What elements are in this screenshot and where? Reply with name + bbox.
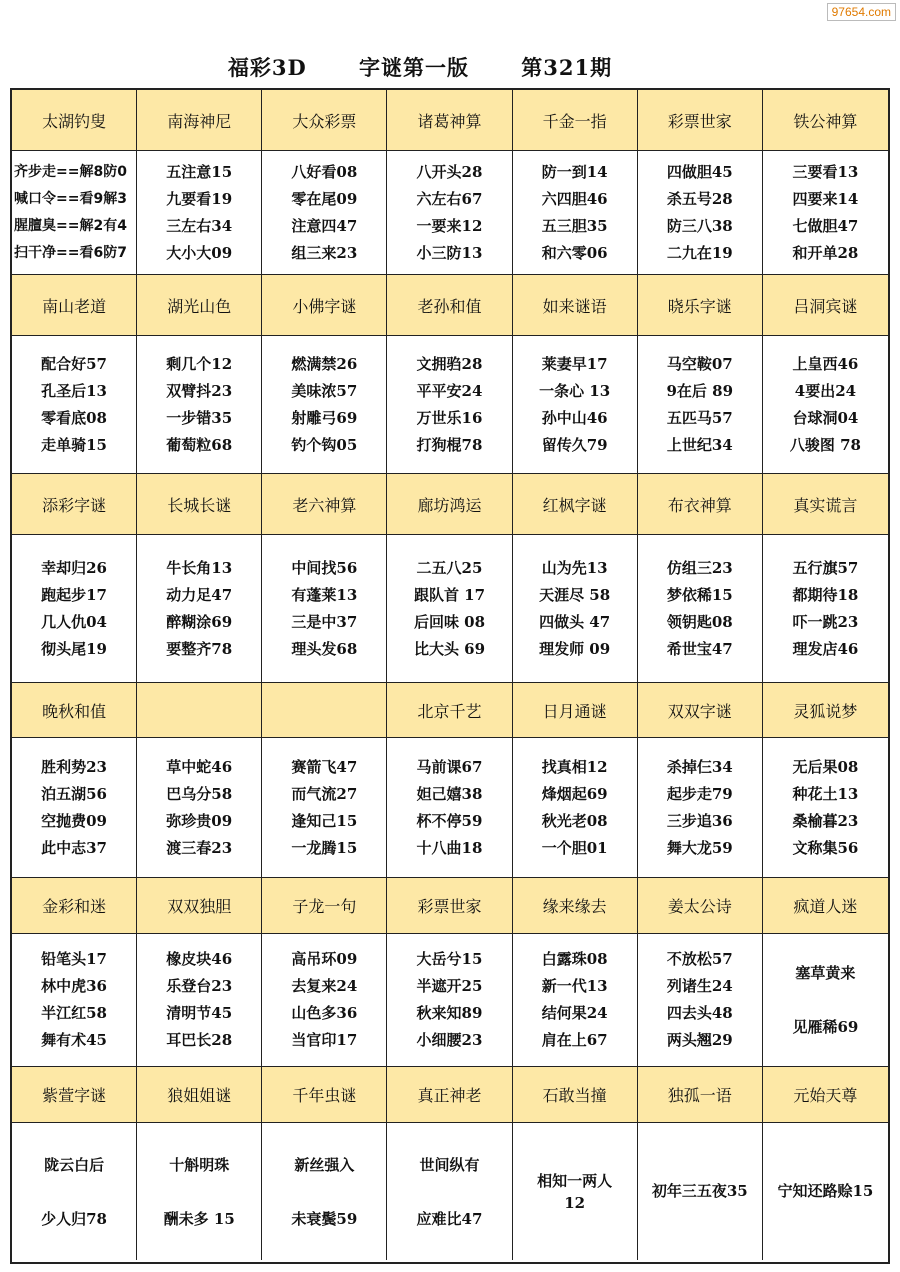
riddle-line: 齐步走==解8防0 [14, 163, 127, 180]
riddle-line: 七做胆47 [792, 216, 859, 235]
column-header: 小佛字谜 [262, 275, 387, 336]
riddle-cell [638, 151, 763, 275]
riddle-line: 无后果08 [792, 757, 859, 776]
riddle-line: 起步走79 [666, 784, 733, 803]
riddle-cell [387, 934, 512, 1067]
riddle-cell [387, 535, 512, 683]
column-header: 双双独胆 [137, 878, 262, 934]
riddle-cell [387, 336, 512, 474]
riddle-line: 相知一两人 [537, 1171, 613, 1190]
column-header: 真正神老 [387, 1067, 512, 1123]
riddle-line: 见雁稀69 [792, 1018, 859, 1036]
riddle-line: 12 [564, 1193, 586, 1212]
riddle-line: 一个胆01 [541, 838, 608, 857]
riddle-line: 打狗棍78 [416, 435, 483, 454]
riddle-line: 三左右34 [166, 216, 233, 235]
riddle-line: 四做头 47 [539, 612, 611, 631]
riddle-line: 中间找56 [291, 558, 358, 577]
column-header: 红枫字谜 [513, 474, 638, 535]
riddle-line: 台球洞04 [792, 408, 859, 427]
riddle-cell [763, 934, 888, 1067]
column-header: 双双字谜 [638, 683, 763, 738]
riddle-line: 喊口令==看9解3 [14, 190, 127, 207]
riddle-line: 一条心 13 [539, 381, 611, 400]
riddle-line: 防三八38 [666, 216, 733, 235]
riddle-cell [12, 336, 137, 474]
riddle-line: 当官印17 [291, 1031, 358, 1049]
riddle-line: 吓一跳23 [792, 612, 859, 631]
riddle-line: 新一代13 [541, 977, 608, 995]
column-header: 狼姐姐谜 [137, 1067, 262, 1123]
riddle-line: 铅笔头17 [41, 950, 107, 968]
riddle-line: 有蓬莱13 [291, 585, 358, 604]
riddle-line: 一要来12 [416, 216, 483, 235]
column-header: 元始天尊 [763, 1067, 888, 1123]
riddle-line: 六左右67 [416, 189, 483, 208]
riddle-cell [12, 934, 137, 1067]
riddle-line: 种花土13 [792, 784, 859, 803]
riddle-line: 腥膻臭==解2有4 [14, 217, 127, 234]
riddle-line: 希世宝47 [666, 639, 733, 658]
riddle-cell [513, 535, 638, 683]
column-header: 布衣神算 [638, 474, 763, 535]
riddle-line: 几人仇04 [41, 612, 107, 631]
riddle-line: 杯不停59 [416, 811, 483, 830]
riddle-line: 仿组三23 [666, 558, 733, 577]
riddle-line: 4要出24 [794, 381, 857, 400]
column-header: 长城长谜 [137, 474, 262, 535]
riddle-line: 两头翘29 [666, 1031, 733, 1049]
riddle-line: 少人归78 [41, 1209, 107, 1228]
riddle-cell [638, 738, 763, 878]
riddle-line: 林中虎36 [41, 977, 107, 995]
riddle-line: 和六零06 [541, 243, 608, 262]
column-header: 姜太公诗 [638, 878, 763, 934]
column-header: 晓乐字谜 [638, 275, 763, 336]
riddle-line: 射雕弓69 [291, 408, 358, 427]
riddle-cell [763, 1123, 888, 1260]
riddle-line: 和开单28 [792, 243, 859, 262]
riddle-line: 理发店46 [792, 639, 859, 658]
riddle-line: 小三防13 [416, 243, 483, 262]
riddle-line: 大小大09 [166, 243, 233, 262]
column-header: 北京千艺 [387, 683, 512, 738]
riddle-cell [137, 738, 262, 878]
riddle-line: 初年三五夜35 [651, 1182, 748, 1200]
riddle-line: 杀五号28 [666, 189, 733, 208]
column-header: 缘来缘去 [513, 878, 638, 934]
riddle-line: 莱妻早17 [541, 354, 608, 373]
riddle-line: 清明节45 [166, 1004, 233, 1022]
riddle-line: 八骏图 78 [789, 435, 861, 454]
riddle-line: 橡皮块46 [166, 950, 233, 968]
riddle-line: 要整齐78 [166, 639, 233, 658]
riddle-cell [513, 336, 638, 474]
riddle-line: 三要看13 [792, 162, 859, 181]
riddle-line: 渡三春23 [166, 838, 233, 857]
site-watermark: 97654.com [827, 3, 896, 21]
riddle-line: 应难比47 [416, 1209, 483, 1228]
riddle-line: 葡萄粒68 [166, 435, 233, 454]
column-header: 千金一指 [513, 90, 638, 151]
riddle-line: 二五八25 [416, 558, 483, 577]
riddle-line: 巴乌分58 [166, 784, 233, 803]
riddle-cell [137, 934, 262, 1067]
column-header: 独孤一语 [638, 1067, 763, 1123]
riddle-cell [387, 151, 512, 275]
riddle-line: 美味浓57 [291, 381, 358, 400]
column-header: 添彩字谜 [12, 474, 137, 535]
riddle-cell [638, 336, 763, 474]
riddle-line: 理头发68 [291, 639, 358, 658]
column-header: 千年虫谜 [262, 1067, 387, 1123]
riddle-line: 空抛费09 [41, 811, 107, 830]
riddle-line: 小细腰23 [416, 1031, 483, 1049]
riddle-cell [387, 1123, 512, 1260]
column-header: 大众彩票 [262, 90, 387, 151]
riddle-line: 一步错35 [166, 408, 233, 427]
riddle-line: 半江红58 [41, 1004, 107, 1022]
riddle-line: 十斛明珠 [169, 1155, 230, 1174]
riddle-line: 三是中37 [291, 612, 358, 631]
riddle-line: 四要来14 [792, 189, 859, 208]
riddle-line: 陇云白后 [44, 1155, 105, 1174]
riddle-line: 高吊环09 [291, 950, 358, 968]
riddle-table [10, 88, 890, 1264]
riddle-cell [387, 738, 512, 878]
riddle-cell [262, 738, 387, 878]
riddle-cell [12, 738, 137, 878]
riddle-cell [262, 535, 387, 683]
riddle-line: 六四胆46 [541, 189, 608, 208]
riddle-line: 舞有术45 [41, 1031, 107, 1049]
riddle-line: 找真相12 [541, 757, 608, 776]
column-header: 湖光山色 [137, 275, 262, 336]
riddle-line: 九要看19 [166, 189, 233, 208]
riddle-line: 扫干净==看6防7 [14, 244, 127, 261]
riddle-line: 文拥驺28 [416, 354, 483, 373]
riddle-line: 零在尾09 [291, 189, 358, 208]
column-header [137, 683, 262, 738]
column-header: 南山老道 [12, 275, 137, 336]
riddle-line: 五三胆35 [541, 216, 608, 235]
riddle-line: 二九在19 [666, 243, 733, 262]
riddle-line: 五行旗57 [792, 558, 859, 577]
riddle-cell [137, 535, 262, 683]
column-header: 晚秋和值 [12, 683, 137, 738]
riddle-line: 马空鞍07 [666, 354, 733, 373]
riddle-cell [137, 1123, 262, 1260]
riddle-line: 逢知己15 [291, 811, 358, 830]
riddle-line: 配合好57 [41, 354, 107, 373]
riddle-line: 钓个钩05 [291, 435, 358, 454]
riddle-line: 注意四47 [291, 216, 358, 235]
riddle-line: 十八曲18 [416, 838, 483, 857]
riddle-line: 都期待18 [792, 585, 859, 604]
riddle-line: 胜利势23 [41, 757, 107, 776]
riddle-line: 去复来24 [291, 977, 358, 995]
riddle-line: 塞草黄来 [795, 964, 856, 982]
page-title [0, 52, 840, 82]
column-header: 金彩和迷 [12, 878, 137, 934]
riddle-line: 大岳兮15 [416, 950, 483, 968]
riddle-line: 双臂抖23 [166, 381, 233, 400]
riddle-cell [12, 151, 137, 275]
riddle-line: 舞大龙59 [666, 838, 733, 857]
riddle-line: 四做胆45 [666, 162, 733, 181]
riddle-line: 燃满禁26 [291, 354, 358, 373]
riddle-line: 宁知还路赊15 [777, 1182, 874, 1200]
riddle-line: 防一到14 [541, 162, 608, 181]
riddle-cell [137, 336, 262, 474]
riddle-line: 比大头 69 [413, 639, 486, 658]
riddle-line: 赛箭飞47 [291, 757, 358, 776]
riddle-line: 上皇西46 [792, 354, 859, 373]
riddle-cell [137, 151, 262, 275]
column-header: 紫萱字谜 [12, 1067, 137, 1123]
riddle-line: 幸却归26 [41, 558, 107, 577]
riddle-line: 酬未多 15 [163, 1209, 235, 1228]
riddle-line: 后回味 08 [413, 612, 486, 631]
riddle-line: 天涯尽 58 [539, 585, 611, 604]
riddle-line: 跑起步17 [41, 585, 107, 604]
riddle-line: 跟队首 17 [413, 585, 486, 604]
riddle-line: 此中志37 [41, 838, 107, 857]
riddle-line: 上世纪34 [666, 435, 733, 454]
riddle-line: 五注意15 [166, 162, 233, 181]
riddle-cell [12, 1123, 137, 1260]
riddle-cell [262, 336, 387, 474]
riddle-cell [638, 535, 763, 683]
riddle-line: 理发师 09 [539, 639, 611, 658]
riddle-line: 列诸生24 [666, 977, 733, 995]
riddle-line: 秋光老08 [541, 811, 608, 830]
riddle-line: 八开头28 [416, 162, 483, 181]
column-header: 子龙一句 [262, 878, 387, 934]
riddle-cell [12, 535, 137, 683]
riddle-cell [763, 336, 888, 474]
riddle-line: 四去头48 [666, 1004, 733, 1022]
riddle-line: 弥珍贵09 [166, 811, 233, 830]
riddle-cell [513, 151, 638, 275]
riddle-line: 桑榆暮23 [792, 811, 859, 830]
riddle-line: 结何果24 [541, 1004, 608, 1022]
title-issue: 第321期 [521, 55, 613, 80]
riddle-line: 半遮开25 [416, 977, 483, 995]
riddle-cell [513, 934, 638, 1067]
riddle-line: 新丝强入 [294, 1155, 355, 1174]
riddle-line: 一龙腾15 [291, 838, 358, 857]
riddle-line: 五匹马57 [666, 408, 733, 427]
riddle-line: 杀掉仨34 [666, 757, 733, 776]
column-header: 日月通谜 [513, 683, 638, 738]
riddle-line: 山色多36 [291, 1004, 358, 1022]
riddle-line: 而气流27 [291, 784, 358, 803]
riddle-line: 不放松57 [666, 950, 733, 968]
column-header: 廊坊鸿运 [387, 474, 512, 535]
riddle-line: 妲己嬉38 [416, 784, 483, 803]
riddle-line: 孙中山46 [541, 408, 608, 427]
riddle-line: 乐登台23 [166, 977, 233, 995]
riddle-line: 剩几个12 [166, 354, 233, 373]
column-header: 南海神尼 [137, 90, 262, 151]
riddle-line: 梦依稀15 [666, 585, 733, 604]
riddle-line: 白露珠08 [541, 950, 608, 968]
column-header: 铁公神算 [763, 90, 888, 151]
riddle-line: 平平安24 [416, 381, 483, 400]
riddle-line: 9在后 89 [666, 381, 734, 400]
riddle-line: 肩在上67 [541, 1031, 608, 1049]
riddle-line: 秋来知89 [416, 1004, 483, 1022]
riddle-line: 孔圣后13 [41, 381, 107, 400]
riddle-line: 牛长角13 [166, 558, 233, 577]
riddle-line: 烽烟起69 [541, 784, 608, 803]
riddle-line: 泊五湖56 [41, 784, 107, 803]
column-header: 灵狐说梦 [763, 683, 888, 738]
riddle-line: 动力足47 [166, 585, 233, 604]
column-header: 老孙和值 [387, 275, 512, 336]
riddle-cell [513, 738, 638, 878]
riddle-cell [262, 151, 387, 275]
riddle-line: 文称集56 [792, 838, 859, 857]
riddle-line: 未衰鬓59 [291, 1209, 358, 1228]
riddle-line: 马前课67 [416, 757, 483, 776]
column-header: 彩票世家 [638, 90, 763, 151]
column-header: 太湖钓叟 [12, 90, 137, 151]
riddle-cell [638, 934, 763, 1067]
riddle-line: 万世乐16 [416, 408, 483, 427]
riddle-cell [262, 934, 387, 1067]
column-header: 疯道人迷 [763, 878, 888, 934]
riddle-line: 草中蛇46 [166, 757, 233, 776]
riddle-line: 组三来23 [291, 243, 358, 262]
column-header: 石敢当撞 [513, 1067, 638, 1123]
riddle-line: 零看底08 [41, 408, 107, 427]
riddle-cell [763, 535, 888, 683]
riddle-cell [763, 738, 888, 878]
riddle-line: 彻头尾19 [41, 639, 107, 658]
riddle-line: 走单骑15 [41, 435, 107, 454]
riddle-cell [638, 1123, 763, 1260]
column-header: 如来谜语 [513, 275, 638, 336]
riddle-cell [513, 1123, 638, 1260]
title-name: 字谜第一版 [358, 55, 469, 80]
riddle-line: 耳巴长28 [166, 1031, 233, 1049]
column-header [262, 683, 387, 738]
riddle-line: 领钥匙08 [666, 612, 733, 631]
riddle-line: 留传久79 [541, 435, 608, 454]
column-header: 真实谎言 [763, 474, 888, 535]
riddle-cell [262, 1123, 387, 1260]
column-header: 老六神算 [262, 474, 387, 535]
column-header: 彩票世家 [387, 878, 512, 934]
title-brand: 福彩3D [227, 55, 307, 80]
column-header: 诸葛神算 [387, 90, 512, 151]
riddle-line: 醉糊涂69 [166, 612, 233, 631]
riddle-line: 八好看08 [291, 162, 358, 181]
riddle-cell [763, 151, 888, 275]
column-header: 吕洞宾谜 [763, 275, 888, 336]
riddle-line: 山为先13 [541, 558, 608, 577]
riddle-line: 世间纵有 [419, 1155, 480, 1174]
riddle-line: 三步追36 [666, 811, 733, 830]
